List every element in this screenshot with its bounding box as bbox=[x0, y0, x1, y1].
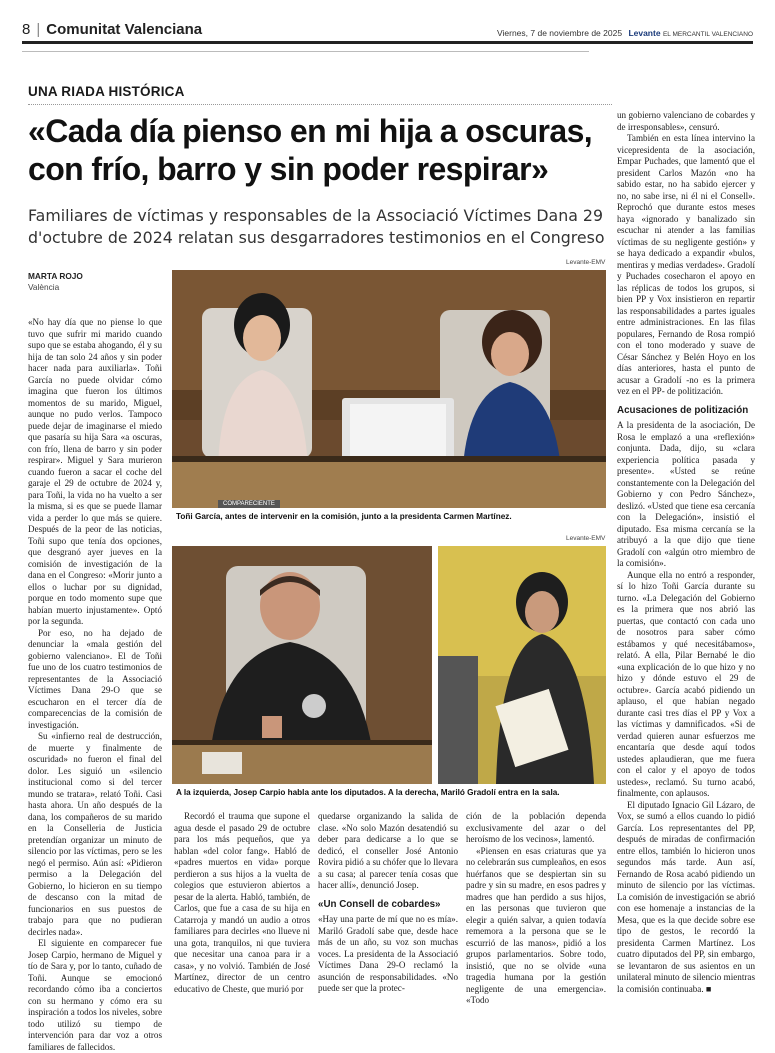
photo-caption-top: Toñi García, antes de intervenir en la comisión, junto a la presidenta Carmen Martínez. bbox=[176, 512, 512, 521]
subheadline: Familiares de víctimas y responsables de la Associació Víctimes Dana 29 d'octubre de 2024 relatan sus desgarradores testimonios en el Congreso bbox=[28, 206, 605, 247]
page-header bbox=[22, 18, 753, 44]
paragraph: quedarse organizando la salida de clase. «No solo Mazón desatendió su deber para dedicarse a lo que se dedicó, el conseller José Antonio Rovira pidió a su chófer que lo llevara a su casa; al parecer tenía cosas que hacer allí», denunció Josep. bbox=[318, 811, 458, 890]
paragraph: A la presidenta de la asociación, De Rosa le emplazó a una «reflexión» conjunta. Dada, dijo, su «clara experiencia política pasada y presente». «Usted se reúne constantemente con la Delegación del Gobierno y con Pedro Sánchez», deslizó. «Usted que tiene esa cercanía con la Delegación», insistió el diputado. Esa misma cercanía se la atribuyó a la que dijo que tiene Gradolí con «algún otro miembro de la comisión». bbox=[617, 420, 755, 568]
article-column-1 bbox=[28, 317, 162, 1052]
kicker: UNA RIADA HISTÓRICA bbox=[28, 84, 185, 99]
photo-josep-carpio bbox=[172, 546, 432, 784]
paragraph: «No hay día que no piense lo que tuvo que sufrir mi marido cuando supo que se estaba ahogando, él y su hija de tan solo 24 años y sin poder hacer nada para auxiliarla». Toñi García no puede olvidar cómo imagina que fueron los últimos momentos de su marido, Miguel, aunque no pudo verlos. Tampoco puede dejar de imaginarse el miedo que pasaría su hija Sara «a oscuras, con frío, llena de barro y sin poder respirar». Miguel y Sara murieron cuando fueron a sacar el coche del garaje el 29 de octubre de 2024 y, para Toñi, la vida no ha vuelto a ser la misma, si es que se puede llamar vida a perder lo que más se quiere. Después de la peor de las noticias, Toñi supo que tenía dos opciones, que desgranó ayer jueves en la comisión de investigación de la dana en el Congreso: «Morir junto a ellos o luchar por su dignidad, porque en todo momento supe que habían muerto injustamente». Optó por la segunda. bbox=[28, 317, 162, 626]
subheading: Acusaciones de politización bbox=[617, 404, 749, 416]
paragraph: Recordó el trauma que supone el agua desde el pasado 29 de octubre para los más pequeños, que ya hablan «del color fang». Habló de «padres muertos en vida» porque perdieron a sus hijos a la vuelta de colegios que estuvieron abiertos a pesar de la alerta. Habló, también, de Carlos, que fue a casa de su hija en Catarroja y mandó un audio a otros familiares para decirles «no llueve ni una gota, tranquilos, ni que tuviera que necesitar una canoa para ir a casa», y no volvió. También de José Martínez, director de un centro educativo de Cheste, que murió por bbox=[174, 811, 310, 994]
brand-logo: Levante bbox=[628, 28, 661, 38]
masthead-info bbox=[497, 28, 753, 38]
article-column-5 bbox=[617, 110, 755, 1017]
paragraph: ción de la población dependa exclusivamente del azar o del heroísmo de los vecinos», lamentó. bbox=[466, 811, 606, 844]
paragraph: «Hay una parte de mí que no es mía». Mariló Gradolí sabe que, desde hace más de un año, su voz son muchas voces. La presidenta de la Associació Víctimes Dana 29-O reclamó la asunción de responsabilidades. «No puede ser que la protec- bbox=[318, 914, 458, 993]
paragraph: un gobierno valenciano de cobardes y de irresponsables», censuró. bbox=[617, 110, 755, 132]
page-number: 8 bbox=[22, 21, 31, 38]
subheading: «Un Consell de cobardes» bbox=[318, 898, 441, 910]
photo-credit-top: Levante-EMV bbox=[566, 259, 606, 266]
paragraph: Su «infierno real de destrucción, de muerte y finalmente de oscuridad» no fueron el final del dolor. Les siguió un «silencio institucional como si del tercer mundo se tratara», relató Toñi. Casi hasta ahora. Un año después de la dana, los compañeros de su marido en la Conselleria de Justicia pretendían organizar un minuto de silencio por las víctimas, pero se les negó el permiso. Aún así: «Pidieron permiso a la Delegación del Gobierno, lo hicieron en su tiempo de descanso con la mitad de funcionarios en sus puestos de trabajo para que no pudieran decirles nada». bbox=[28, 731, 162, 937]
issue-date: Viernes, 7 de noviembre de 2025 bbox=[496, 28, 623, 38]
paragraph: El siguiente en comparecer fue Josep Carpio, hermano de Miguel y tío de Sara y, por lo tanto, cuñado de Toñi. Aunque se emocionó recordando cómo iba a conciertos con su hermano y cómo era su inspiración a todos los niveles, sobre todo utilizó su tiempo de intervención para dar voz a otros familiares de fallecidos. bbox=[28, 938, 162, 1052]
article-column-4 bbox=[466, 811, 606, 1017]
paragraph: Por eso, no ha dejado de denunciar la «mala gestión del gobierno valenciano». El de Toñi fue uno de los cuatro testimonios de representantes de la Associació Víctimes Dana 29-O que se escucharon en el tercer día de comparecencias de la comisión de investigación. bbox=[28, 627, 162, 730]
brand-full: EL MERCANTIL VALENCIANO bbox=[662, 31, 753, 38]
photo-credit-mid: Levante-EMV bbox=[566, 535, 606, 542]
photo-commission-panel bbox=[172, 270, 606, 508]
header-rule bbox=[22, 51, 589, 52]
photo-marilo-gradoli bbox=[438, 546, 606, 784]
paragraph: El diputado Ignacio Gil Lázaro, de Vox, se sumó a ellos cuando lo pidió García. Los representantes del PP, después de miradas de confirmación entre ellos, también lo hicieron unos segundos más tarde. Aun así, Fernando de Rosa acabó pidiendo un minuto de silencio por las víctimas. La comisión de investigación se abrió con ese homenaje a instancias de la Mesa, que es la que decide sobre ese tipo de gestos, le recordó la presidenta Carmen Martínez. Los cuatro diputados del PP, sin embargo, se levantaron de sus asientos en un unilateral minuto de silencio mientras la comisión continuaba. ■ bbox=[617, 799, 755, 994]
photo-nameplate: COMPARECIENTE bbox=[218, 500, 280, 508]
photo-caption-mid: A la izquierda, Josep Carpio habla ante los diputados. A la derecha, Mariló Gradolí entra en la sala. bbox=[176, 788, 560, 797]
author-city: València bbox=[28, 282, 60, 292]
photo-josep-illustration bbox=[172, 546, 432, 784]
article-column-2 bbox=[174, 811, 310, 1017]
byline bbox=[28, 271, 168, 293]
section-name: Comunitat Valenciana bbox=[46, 21, 203, 38]
author-name: MARTA ROJO bbox=[28, 271, 83, 281]
photo-marilo-illustration bbox=[438, 546, 606, 784]
photo-commission-illustration bbox=[172, 270, 606, 508]
paragraph: Aunque ella no entró a responder, sí lo hizo Toñi García durante su turno. «La Delegación del Gobierno es la primera que nos abrió las puertas, que contactó con cada uno de nosotros para saber cómo estábamos y qué necesitábamos», relató. A ella, Pilar Bernabé le dio «una explicación de lo que hizo y no hizo y dónde estuvo el 29 de octubre». García acabó pidiendo un aplauso, el que habían negado durante casi tres días el PP y Vox a las víctimas y damnificados. «Si de verdad quieren aunar esfuerzos me encantaría que desde aquí todos ustedes aplaudieran, que me fuera con el calor y el apoyo de todos ustedes», reclamó. Su turno acabó, finalmente, con aplausos. bbox=[617, 569, 755, 798]
kicker-divider bbox=[28, 104, 612, 105]
section-label: 8 | Comunitat Valenciana bbox=[22, 21, 203, 38]
article-column-3 bbox=[318, 811, 458, 1017]
paragraph: «Piensen en esas criaturas que ya no celebrarán sus cumpleaños, en esos huérfanos que se despiertan sin su padre y sin su madre, en esos padres y madres que han perdido a sus hijos, en las personas que tuvieron que elegir a quién salvar, a quien todavía rememora a la persona que se le escurrió de las manos», pidió a los grupos parlamentarios. Sobre todo, insistió, que no se olvide «una tragedia humana por la gestión negligente de una emergencia». «Todo bbox=[466, 845, 606, 1005]
paragraph: También en esta línea intervino la vicepresidenta de la asociación, Empar Puchades, que lamentó que el president Carlos Mazón «no ha sabido estar, no ha sabido ejercer y no, no sabe irse, ni él ni el Consell». Reprochó que durante estos meses haya «ignorado y banalizado sin escuchar ni atender a las familias víctimas de su negligente gestión» y se haya dedicado a expandir «bulos, mentiras y medias verdades». Gradolí y Puchades cosecharon el apoyo en las réplicas de todos los grupos, si bien PP y Vox insistieron en repartir las responsabilidades a partes iguales entre administraciones. En las filas populares, Fernando de Rosa rompió con el tono moderado y suave de César Sánchez y Belén Hoyo en los días anteriores, hasta el punto de acusar a Gradolí -no es la primera vez en el PP- de politización. bbox=[617, 133, 755, 396]
headline: «Cada día pienso en mi hija a oscuras, con frío, barro y sin poder respirar» bbox=[28, 113, 593, 187]
